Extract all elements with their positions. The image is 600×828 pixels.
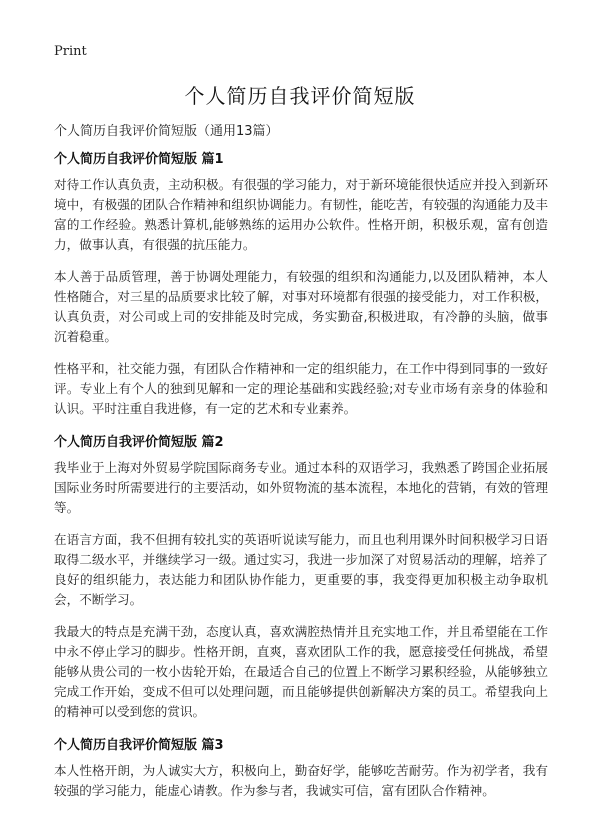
section-1 [54, 148, 548, 419]
section-3 [54, 734, 548, 801]
paragraph: 我最大的特点是充满干劲，态度认真，喜欢满腔热情并且充实地工作，并且希望能在工作中永不停止学习的脚步。性格开朗，直爽，喜欢团队工作的我，愿意接受任何挑战，希望能够从贵公司的一枚小齿轮开始，在最适合自己的位置上不断学习累积经验，从能够独立完成工作开始，变成不但可以处理问题，而且能够提供创新解决方案的员工。希望我向上的精神可以受到您的赏识。 [54, 624, 548, 719]
section-heading: 个人简历自我评价简短版 篇1 [54, 152, 224, 167]
document-subtitle: 个人简历自我评价简短版（通用13篇） [54, 124, 279, 139]
section-heading: 个人简历自我评价简短版 篇2 [54, 435, 224, 450]
print-label[interactable]: Print [54, 44, 87, 59]
paragraph: 本人性格开朗，为人诚实大方，积极向上，勤奋好学，能够吃苦耐劳。作为初学者，我有较强的学习能力，能虚心请教。作为参与者，我诚实可信，富有团队合作精神。 [54, 763, 548, 798]
paragraph: 本人善于品质管理，善于协调处理能力，有较强的组织和沟通能力,以及团队精神，本人性格随合，对三星的品质要求比较了解，对事对环境都有很强的接受能力，对工作积极，认真负责，对公司或上司的安排能及时完成，务实勤奋,积极进取，有冷静的头脑，做事沉着稳重。 [54, 269, 548, 344]
paragraph: 性格平和，社交能力强，有团队合作精神和一定的组织能力，在工作中得到同事的一致好评。专业上有个人的独到见解和一定的理论基础和实践经验;对专业市场有亲身的体验和认识。平时注重自我进修，有一定的艺术和专业素养。 [54, 361, 548, 416]
section-heading: 个人简历自我评价简短版 篇3 [54, 738, 224, 753]
paragraph: 我毕业于上海对外贸易学院国际商务专业。通过本科的双语学习，我熟悉了跨国企业拓展国际业务时所需要进行的主要活动，如外贸物流的基本流程，本地化的营销，有效的管理等。 [54, 460, 548, 515]
page-title: 个人简历自我评价简短版 [184, 84, 416, 108]
paragraph: 对待工作认真负责，主动积极。有很强的学习能力，对于新环境能很快适应并投入到新环境中，有极强的团队合作精神和组织协调能力。有韧性，能吃苦，有较强的沟通能力及丰富的工作经验。熟悉计算机,能够熟练的运用办公软件。性格开朗，积极乐观，富有创造力，做事认真，有很强的抗压能力。 [54, 177, 548, 252]
section-2 [54, 431, 548, 722]
document-body [54, 148, 548, 813]
paragraph: 在语言方面，我不但拥有较扎实的英语听说读写能力，而且也利用课外时间积极学习日语取得二级水平，并继续学习一级。通过实习，我进一步加深了对贸易活动的理解，培养了良好的组织能力，表达能力和团队协作能力，更重要的事，我变得更加积极主动争取机会，不断学习。 [54, 532, 548, 607]
